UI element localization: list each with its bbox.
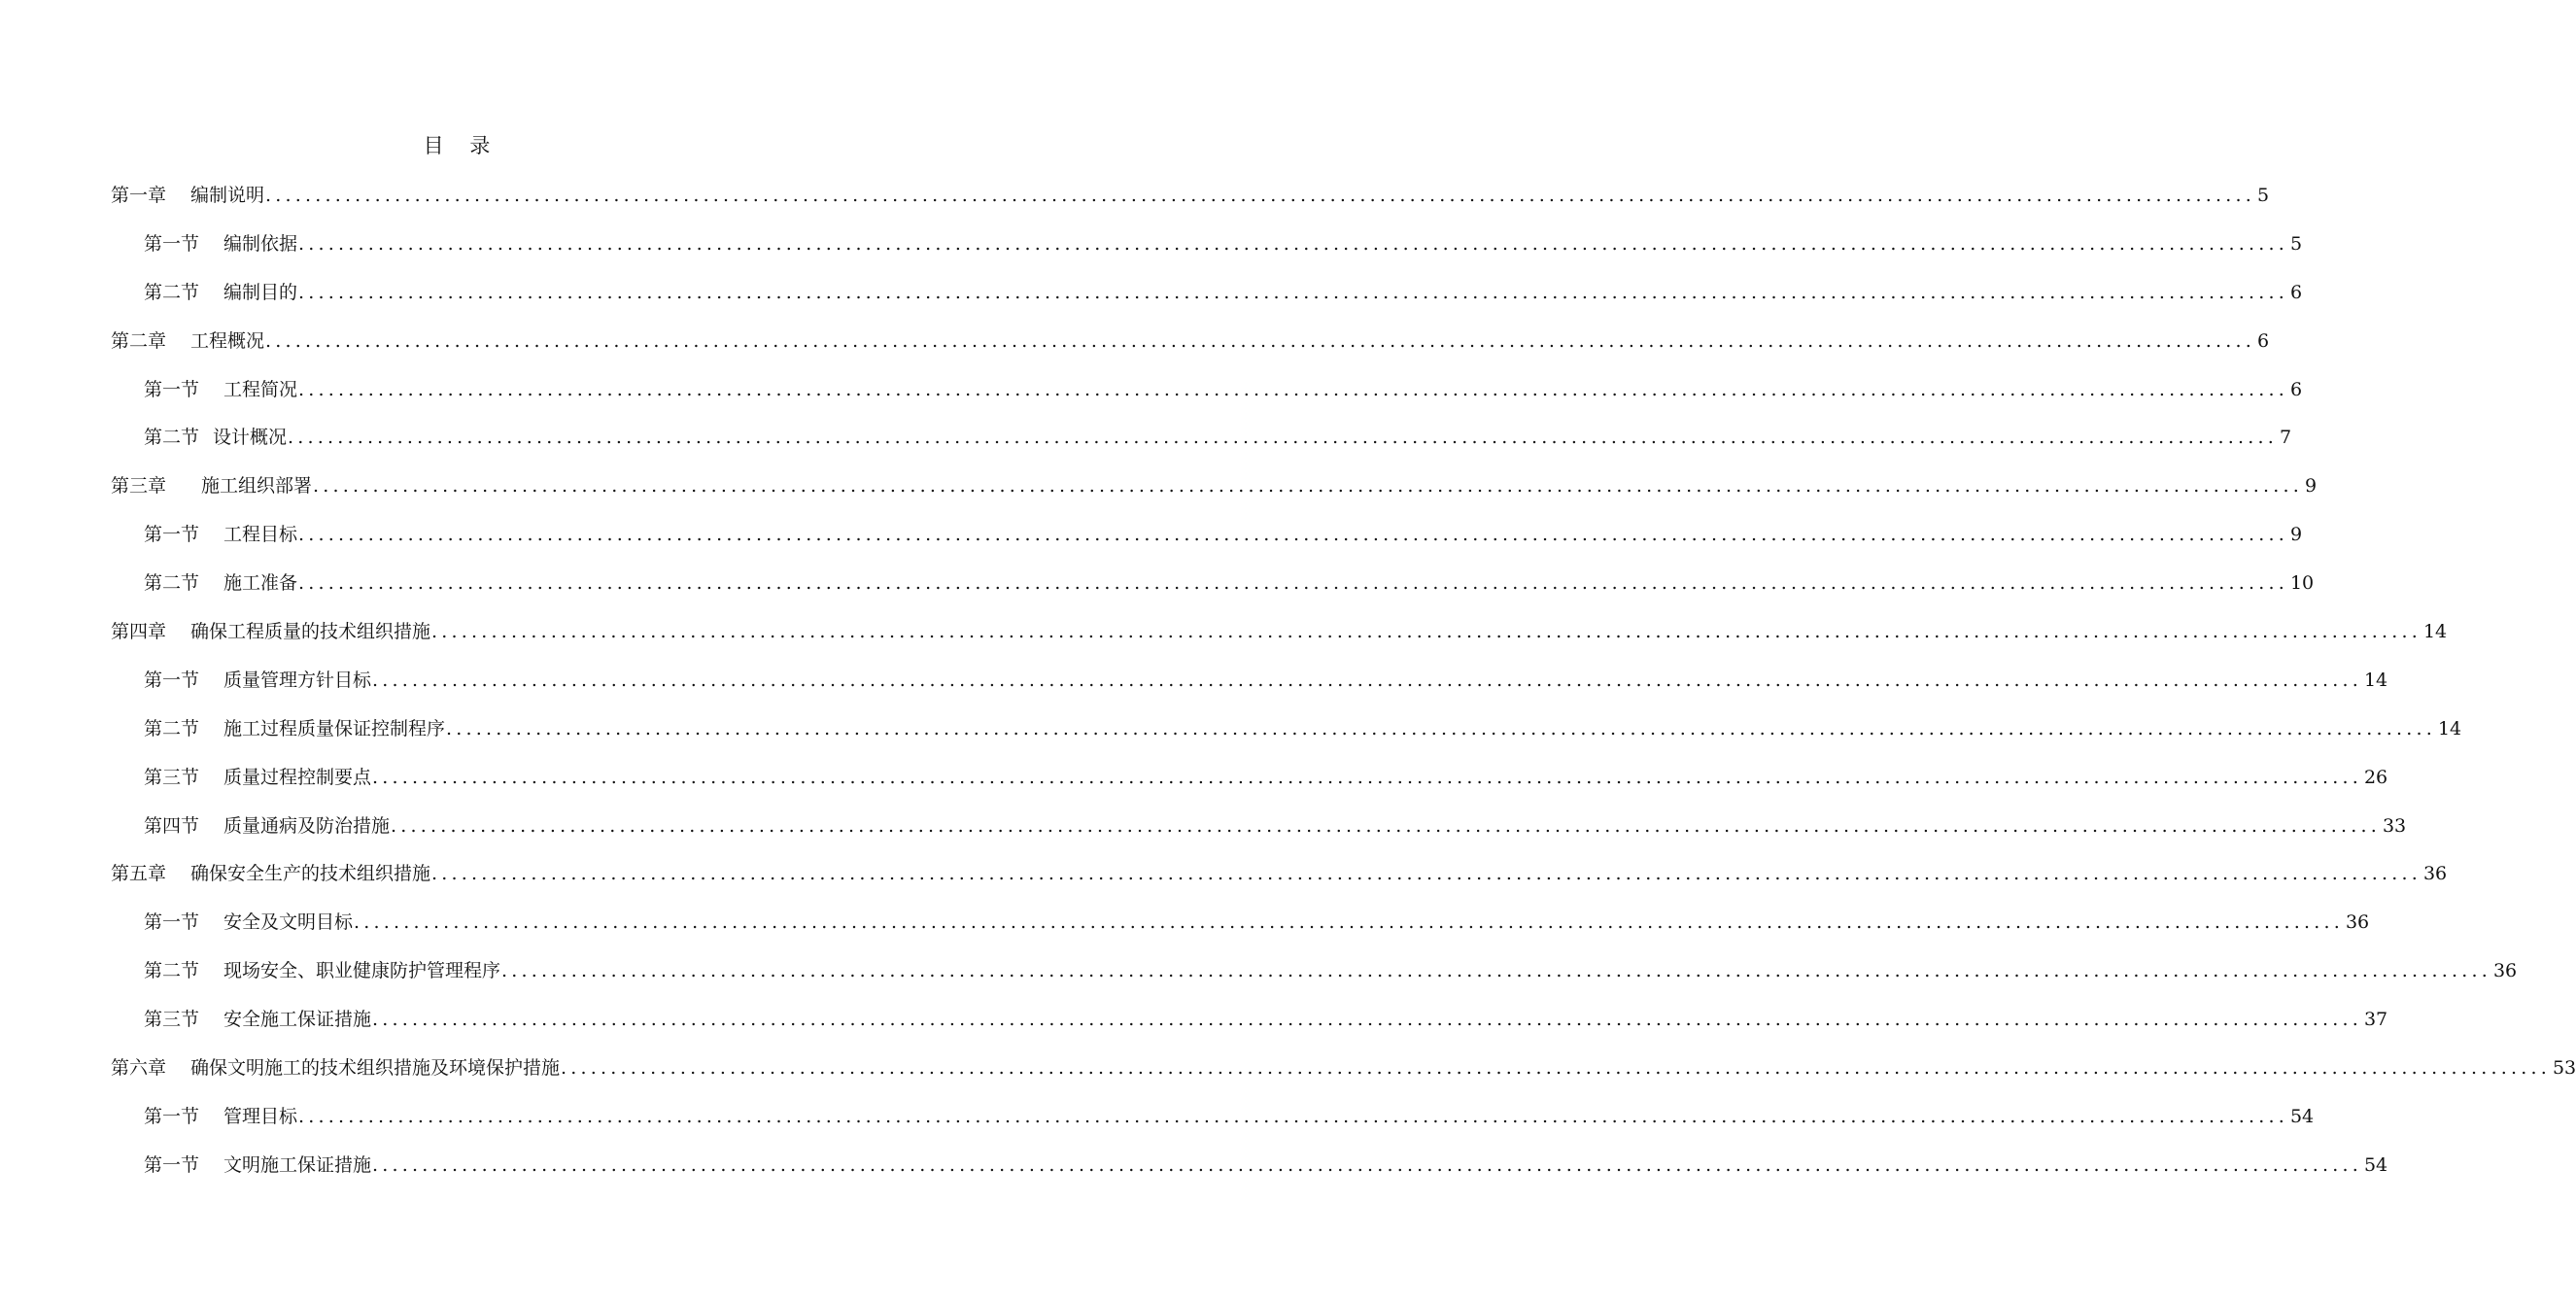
toc-dot-leader: ........................................................................................................................................................................................................ (298, 572, 2288, 595)
toc-entry-number: 第一节 (144, 911, 200, 934)
toc-entry-title: 质量通病及防治措施 (223, 814, 391, 837)
toc-entry-number: 第一节 (144, 524, 200, 546)
toc-entry-page-number: 14 (2422, 621, 2448, 643)
toc-section-entry[interactable] (111, 903, 2370, 951)
toc-section-entry[interactable] (111, 661, 2388, 709)
toc-entry-number: 第二节 (144, 717, 200, 739)
toc-section-entry[interactable] (111, 224, 2303, 273)
toc-entry-title: 工程简况 (223, 378, 298, 400)
toc-list (111, 176, 2576, 1194)
toc-section-entry[interactable] (111, 564, 2315, 612)
toc-title: 目 录 (423, 134, 500, 157)
toc-entry-title: 工程目标 (223, 524, 298, 546)
toc-entry-page-number: 6 (2289, 378, 2303, 400)
toc-dot-leader: ........................................................................................................................................................................................................ (431, 863, 2421, 885)
toc-entry-page-number: 6 (2289, 281, 2303, 303)
toc-entry-page-number: 26 (2363, 766, 2388, 788)
toc-entry-title: 安全施工保证措施 (223, 1009, 372, 1031)
toc-dot-leader: ........................................................................................................................................................................................................ (288, 427, 2278, 449)
toc-entry-page-number: 54 (2363, 1153, 2388, 1176)
toc-entry-title: 工程概况 (190, 329, 265, 352)
toc-chapter-entry[interactable] (111, 176, 2270, 224)
toc-entry-number: 第六章 (111, 1057, 167, 1080)
toc-dot-leader: ........................................................................................................................................................................................................ (561, 1057, 2551, 1080)
toc-entry-page-number: 37 (2363, 1009, 2388, 1031)
toc-dot-leader: ........................................................................................................................................................................................................ (298, 281, 2288, 303)
toc-entry-page-number: 5 (2256, 185, 2270, 206)
toc-dot-leader: ........................................................................................................................................................................................................ (446, 717, 2436, 739)
toc-entry-number: 第一节 (144, 669, 200, 691)
toc-entry-number: 第一章 (111, 185, 167, 206)
toc-dot-leader: ........................................................................................................................................................................................................ (298, 1105, 2288, 1127)
toc-entry-page-number: 9 (2304, 475, 2318, 498)
toc-entry-number: 第一节 (144, 232, 200, 255)
toc-dot-leader: ........................................................................................................................................................................................................ (372, 1009, 2362, 1031)
toc-entry-title: 质量管理方针目标 (223, 669, 372, 691)
toc-entry-page-number: 36 (2492, 960, 2518, 982)
toc-dot-leader: ........................................................................................................................................................................................................ (372, 1153, 2362, 1176)
toc-dot-leader: ........................................................................................................................................................................................................ (501, 960, 2491, 982)
toc-entry-page-number: 7 (2279, 427, 2292, 449)
toc-entry-title: 确保文明施工的技术组织措施及环境保护措施 (190, 1057, 561, 1080)
toc-entry-page-number: 6 (2256, 329, 2270, 352)
toc-dot-leader: ........................................................................................................................................................................................................ (372, 669, 2362, 691)
toc-entry-title: 编制目的 (223, 281, 298, 303)
toc-dot-leader: ........................................................................................................................................................................................................ (298, 378, 2288, 400)
toc-entry-title: 管理目标 (223, 1105, 298, 1127)
toc-section-entry[interactable] (111, 709, 2462, 758)
toc-entry-title: 确保工程质量的技术组织措施 (190, 621, 431, 643)
toc-entry-page-number: 53 (2552, 1057, 2576, 1080)
toc-entry-page-number: 14 (2437, 717, 2462, 739)
toc-section-entry[interactable] (111, 758, 2388, 807)
toc-dot-leader: ........................................................................................................................................................................................................ (265, 185, 2255, 206)
toc-entry-title: 施工过程质量保证控制程序 (223, 717, 446, 739)
toc-chapter-entry[interactable] (111, 322, 2270, 370)
toc-entry-title: 现场安全、职业健康防护管理程序 (223, 960, 501, 982)
toc-chapter-entry[interactable] (111, 854, 2448, 903)
toc-entry-title: 施工准备 (223, 572, 298, 595)
toc-entry-number: 第二章 (111, 329, 167, 352)
toc-entry-number: 第二节 (144, 960, 200, 982)
toc-entry-number: 第三节 (144, 1009, 200, 1031)
toc-entry-page-number: 10 (2289, 572, 2315, 595)
toc-section-entry[interactable] (111, 807, 2407, 855)
toc-entry-title: 编制依据 (223, 232, 298, 255)
toc-dot-leader: ........................................................................................................................................................................................................ (354, 911, 2344, 934)
toc-section-entry[interactable] (111, 1097, 2315, 1146)
toc-section-entry[interactable] (111, 1146, 2388, 1194)
toc-section-entry[interactable] (111, 370, 2303, 419)
toc-entry-page-number: 36 (2422, 863, 2448, 885)
toc-dot-leader: ........................................................................................................................................................................................................ (298, 524, 2288, 546)
toc-dot-leader: ........................................................................................................................................................................................................ (313, 475, 2303, 498)
toc-dot-leader: ........................................................................................................................................................................................................ (431, 621, 2421, 643)
toc-entry-title: 编制说明 (190, 185, 265, 206)
toc-entry-title: 文明施工保证措施 (223, 1153, 372, 1176)
toc-entry-number: 第一节 (144, 1153, 200, 1176)
toc-entry-title: 施工组织部署 (201, 475, 313, 498)
toc-entry-title: 安全及文明目标 (223, 911, 354, 934)
toc-dot-leader: ........................................................................................................................................................................................................ (298, 232, 2288, 255)
toc-section-entry[interactable] (111, 951, 2518, 1000)
toc-entry-number: 第四节 (144, 814, 200, 837)
toc-entry-page-number: 36 (2345, 911, 2370, 934)
toc-entry-page-number: 5 (2289, 232, 2303, 255)
toc-chapter-entry[interactable] (111, 1048, 2576, 1097)
toc-entry-number: 第四章 (111, 621, 167, 643)
toc-entry-page-number: 33 (2382, 814, 2407, 837)
toc-entry-page-number: 9 (2289, 524, 2303, 546)
toc-entry-number: 第一节 (144, 378, 200, 400)
toc-dot-leader: ........................................................................................................................................................................................................ (372, 766, 2362, 788)
toc-entry-number: 第三节 (144, 766, 200, 788)
toc-entry-title: 确保安全生产的技术组织措施 (190, 863, 431, 885)
toc-entry-number: 第三章 (111, 475, 167, 498)
toc-entry-number: 第二节 (144, 427, 200, 449)
toc-entry-number: 第一节 (144, 1105, 200, 1127)
toc-entry-page-number: 54 (2289, 1105, 2315, 1127)
toc-chapter-entry[interactable] (111, 612, 2448, 661)
toc-section-entry[interactable] (111, 273, 2303, 322)
toc-entry-number: 第五章 (111, 863, 167, 885)
toc-entry-title: 质量过程控制要点 (223, 766, 372, 788)
toc-chapter-entry[interactable] (111, 466, 2318, 515)
toc-dot-leader: ........................................................................................................................................................................................................ (265, 329, 2255, 352)
toc-section-entry[interactable] (111, 515, 2303, 564)
toc-entry-number: 第二节 (144, 281, 200, 303)
toc-entry-page-number: 14 (2363, 669, 2388, 691)
toc-entry-title: 设计概况 (213, 427, 288, 449)
toc-section-entry[interactable] (111, 418, 2292, 466)
toc-section-entry[interactable] (111, 1000, 2388, 1048)
toc-dot-leader: ........................................................................................................................................................................................................ (391, 814, 2381, 837)
toc-entry-number: 第二节 (144, 572, 200, 595)
